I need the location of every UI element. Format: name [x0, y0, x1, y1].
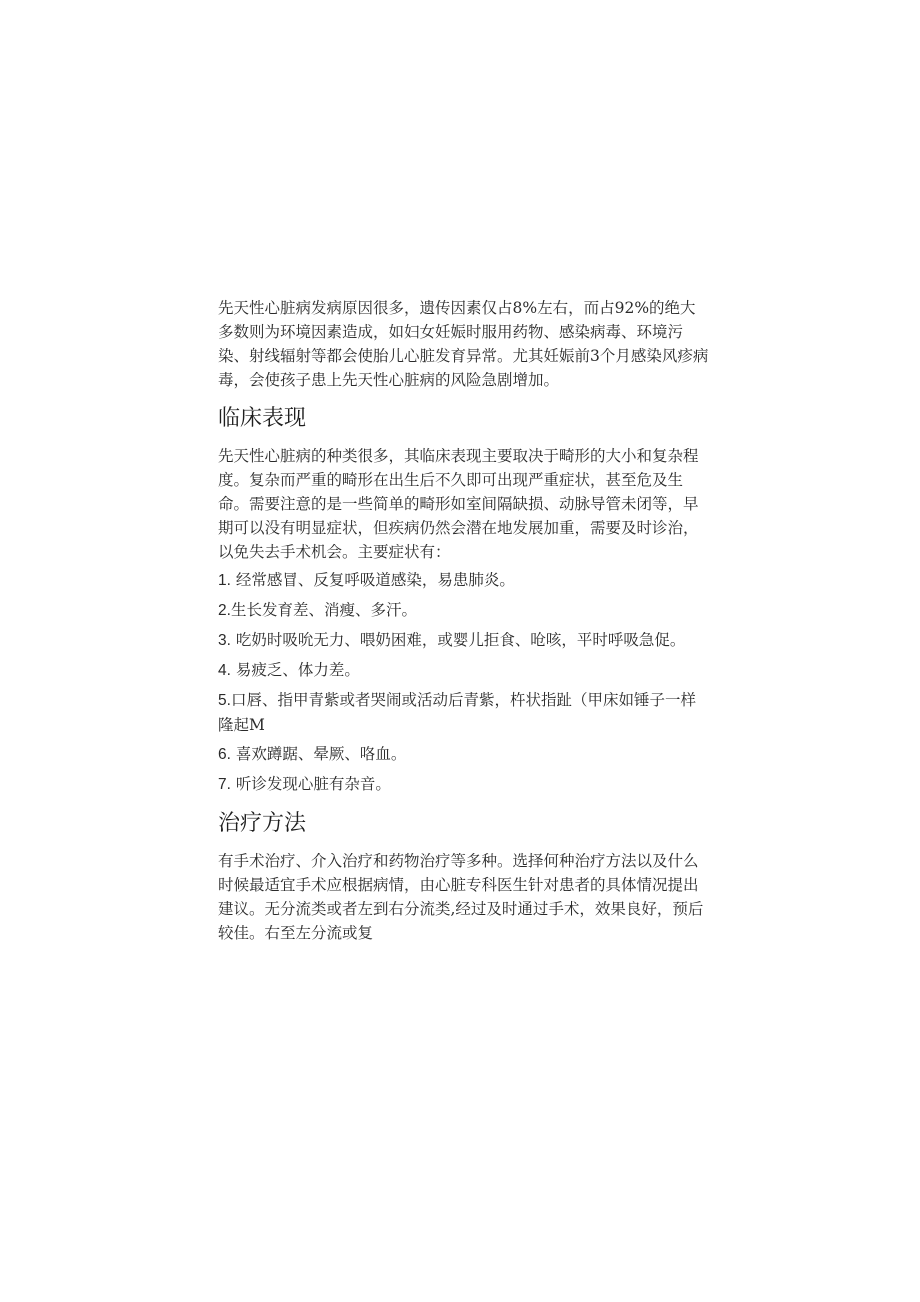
symptom-item-7 [218, 772, 710, 797]
symptom-number: 6. [218, 746, 231, 763]
clinical-paragraph: 先天性心脏病的种类很多，其临床表现主要取决于畸形的大小和复杂程度。复杂而严重的畸形在出生后不久即可出现严重症状，甚至危及生命。需要注意的是一些简单的畸形如室间隔缺损、动脉导管未闭等，早期可以没有明显症状，但疾病仍然会潜在地发展加重，需要及时诊治，以免失去手术机会。主要症状有： [218, 447, 699, 561]
symptom-number: 5. [218, 692, 231, 709]
symptom-list [218, 568, 710, 797]
document-page [218, 296, 710, 945]
symptom-text: 经常感冒、反复呼吸道感染，易患肺炎。 [230, 571, 515, 589]
symptom-item-5 [218, 688, 710, 737]
symptom-number: 7. [218, 776, 231, 793]
symptom-text: 吃奶时吸吮无力、喂奶困难，或婴儿拒食、呛咳，平时呼吸急促。 [230, 631, 686, 649]
treatment-heading: 治疗方法 [218, 811, 307, 836]
symptom-text: 听诊发现心脏有杂音。 [230, 775, 391, 793]
symptom-number: 2. [218, 602, 231, 619]
symptom-number: 4. [218, 662, 231, 679]
symptom-text: 口唇、指甲青紫或者哭闹或活动后青紫，杵状指趾（甲床如锤子一样隆起M [218, 691, 696, 734]
symptom-text: 易疲乏、体力差。 [230, 661, 360, 679]
symptom-item-2 [218, 598, 710, 623]
symptom-number: 3. [218, 632, 231, 649]
symptom-item-3 [218, 628, 710, 653]
symptom-number: 1. [218, 572, 231, 589]
symptom-text: 喜欢蹲踞、晕厥、咯血。 [230, 745, 407, 763]
symptom-text: 生长发育差、消瘦、多汗。 [230, 601, 417, 619]
clinical-heading: 临床表现 [218, 406, 307, 431]
intro-paragraph: 先天性心脏病发病原因很多，遗传因素仅占8%左右，而占92%的绝大多数则为环境因素造成，如妇女妊娠时服用药物、感染病毒、环境污染、射线辐射等都会使胎儿心脏发育异常。尤其妊娠前3个月感染风疹病毒，会使孩子患上先天性心脏病的风险急剧增加。 [218, 299, 709, 389]
symptom-item-4 [218, 658, 710, 683]
treatment-paragraph: 有手术治疗、介入治疗和药物治疗等多种。选择何种治疗方法以及什么时候最适宜手术应根据病情，由心脏专科医生针对患者的具体情况提出建议。无分流类或者左到右分流类,经过及时通过手术，效果良好，预后较佳。右至左分流或复 [218, 852, 704, 942]
symptom-item-1 [218, 568, 710, 593]
symptom-item-6 [218, 742, 710, 767]
